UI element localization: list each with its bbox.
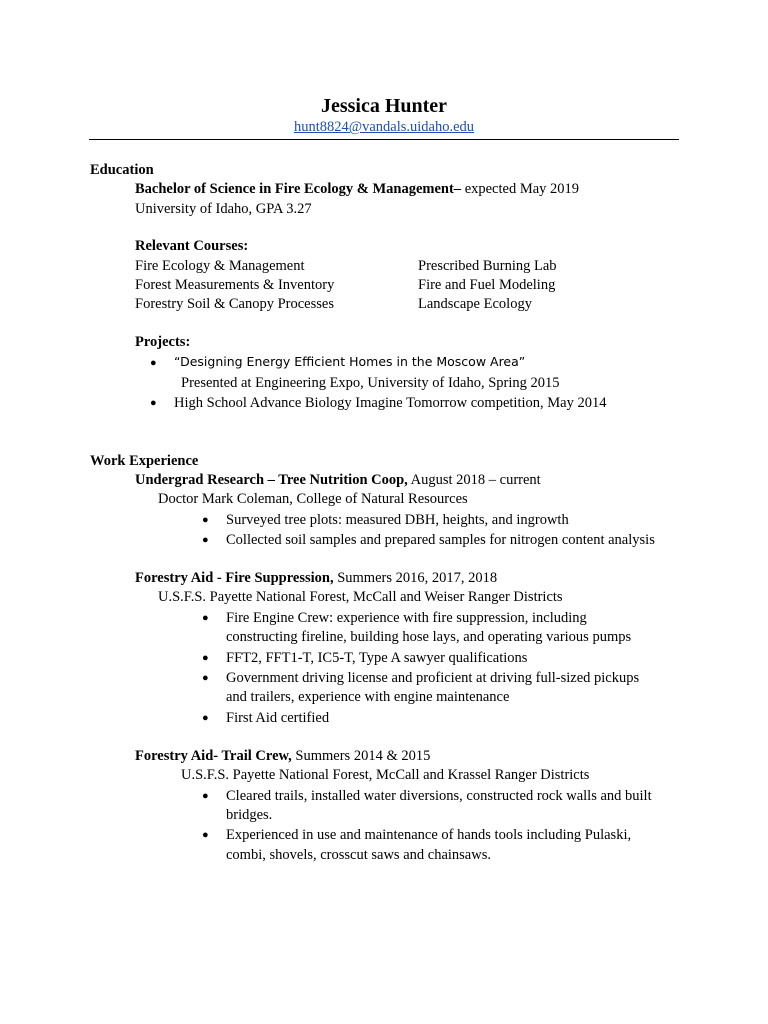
section-heading-work: Work Experience — [90, 453, 199, 469]
bullet-icon: ● — [202, 612, 209, 624]
bullet-icon: ● — [202, 829, 209, 841]
job-bullet: Government driving license and proficient at driving full-sized pickups — [226, 670, 640, 686]
job-bullet-continuation: combi, shovels, crosscut saws and chainsaws. — [226, 847, 491, 863]
job-title: Forestry Aid - Fire Suppression, — [135, 570, 334, 586]
job-title: Forestry Aid- Trail Crew, — [135, 748, 292, 764]
job-dates: August 2018 – current — [407, 472, 541, 488]
course-item: Fire Ecology & Management — [135, 258, 305, 274]
job-title-line — [135, 749, 430, 764]
project-detail: Presented at Engineering Expo, University of Idaho, Spring 2015 — [181, 375, 560, 391]
course-item: Fire and Fuel Modeling — [418, 277, 556, 293]
resume-name: Jessica Hunter — [320, 95, 448, 117]
job-bullet: Surveyed tree plots: measured DBH, heights, and ingrowth — [226, 512, 569, 528]
section-heading-education: Education — [90, 162, 154, 178]
bullet-icon: ● — [202, 712, 209, 724]
bullet-icon: ● — [150, 357, 157, 369]
job-bullet-continuation: bridges. — [226, 807, 273, 823]
job-bullet: Collected soil samples and prepared samples for nitrogen content analysis — [226, 532, 655, 548]
job-title: Undergrad Research – Tree Nutrition Coop, — [135, 472, 408, 488]
bullet-icon: ● — [202, 672, 209, 684]
project-title: High School Advance Biology Imagine Tomorrow competition, May 2014 — [174, 395, 607, 411]
bullet-icon: ● — [202, 652, 209, 664]
course-item: Forest Measurements & Inventory — [135, 277, 335, 293]
courses-heading: Relevant Courses: — [135, 238, 249, 254]
course-item: Landscape Ecology — [418, 296, 532, 312]
degree-title: Bachelor of Science in Fire Ecology & Management– — [135, 181, 462, 197]
bullet-icon: ● — [202, 514, 209, 526]
job-bullet: Fire Engine Crew: experience with fire suppression, including — [226, 610, 587, 626]
job-title-line — [135, 473, 541, 488]
job-dates: Summers 2014 & 2015 — [291, 748, 431, 764]
job-bullet: Cleared trails, installed water diversions, constructed rock walls and built — [226, 788, 652, 804]
bullet-icon: ● — [202, 534, 209, 546]
job-title-line — [135, 571, 497, 586]
project-title: “Designing Energy Efficient Homes in the Moscow Area” — [174, 354, 526, 369]
school-line: University of Idaho, GPA 3.27 — [135, 201, 312, 217]
job-org: U.S.F.S. Payette National Forest, McCall and Weiser Ranger Districts — [158, 589, 563, 605]
job-bullet: First Aid certified — [226, 710, 330, 726]
job-org: U.S.F.S. Payette National Forest, McCall and Krassel Ranger Districts — [181, 767, 590, 783]
email-link[interactable]: hunt8824@vandals.uidaho.edu — [293, 119, 475, 135]
bullet-icon: ● — [150, 397, 157, 409]
course-item: Forestry Soil & Canopy Processes — [135, 296, 334, 312]
degree-date: expected May 2019 — [461, 181, 580, 197]
bullet-icon: ● — [202, 790, 209, 802]
degree-line — [135, 182, 579, 197]
job-bullet: Experienced in use and maintenance of hands tools including Pulaski, — [226, 827, 632, 843]
job-bullet-continuation: and trailers, experience with engine maintenance — [226, 689, 510, 705]
job-bullet-continuation: constructing fireline, building hose lays, and operating various pumps — [226, 629, 632, 645]
course-item: Prescribed Burning Lab — [418, 258, 557, 274]
job-dates: Summers 2016, 2017, 2018 — [333, 570, 498, 586]
job-bullet: FFT2, FFT1-T, IC5-T, Type A sawyer qualifications — [226, 650, 528, 666]
job-org: Doctor Mark Coleman, College of Natural Resources — [158, 491, 468, 507]
projects-heading: Projects: — [135, 334, 191, 350]
header-divider — [89, 139, 679, 140]
